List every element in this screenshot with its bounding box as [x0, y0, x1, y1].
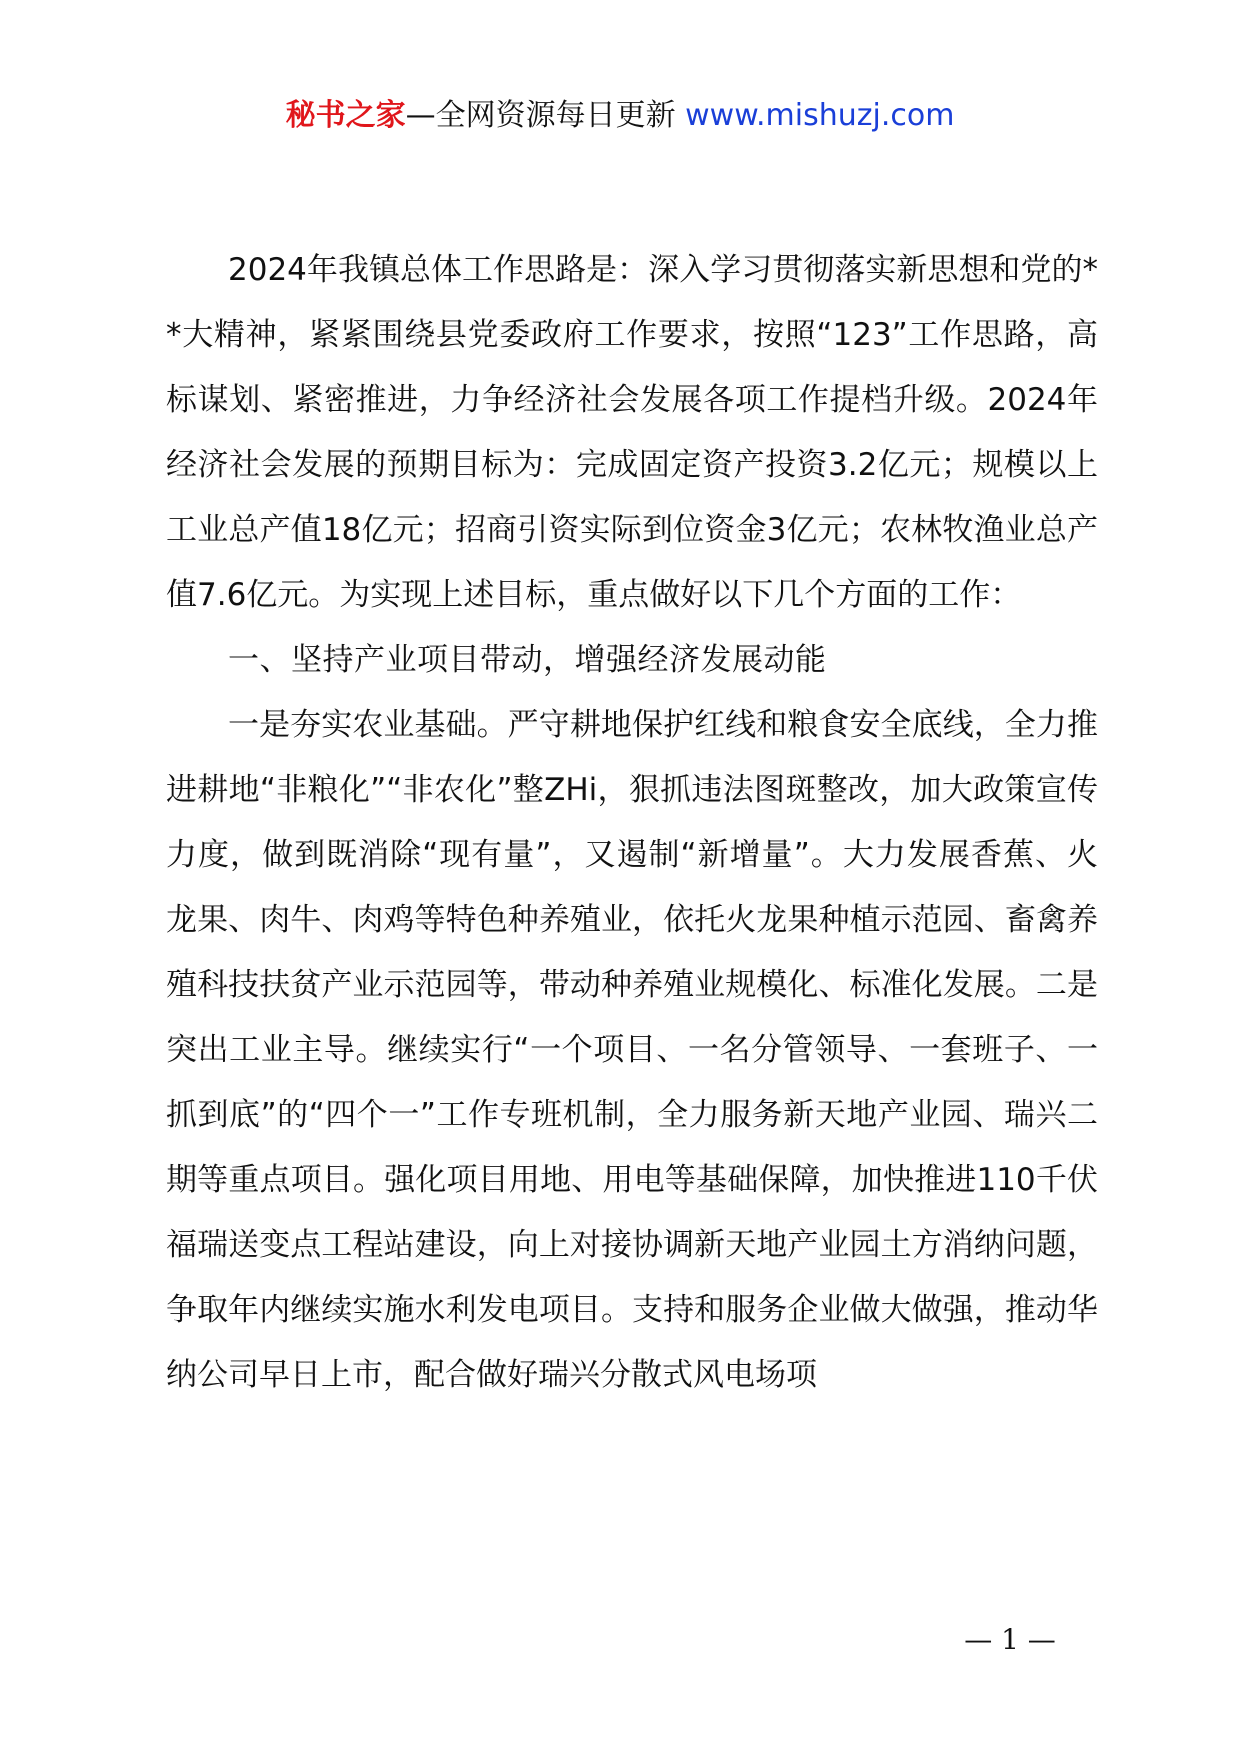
brand-name: 秘书之家: [285, 98, 406, 133]
section-heading: 一、坚持产业项目带动，增强经济发展动能: [228, 642, 827, 678]
body-paragraph: 一是夯实农业基础。严守耕地保护红线和粮食安全底线，全力推进耕地“非粮化”“非农化”整ZHi，狠抓违法图斑整改，加大政策宣传力度，做到既消除“现有量”，又遏制“新增量”。大力发展香蕉、火龙果、肉牛、肉鸡等特色种养殖业，依托火龙果种植示范园、畜禽养殖科技扶贫产业示范园等，带动种养殖业规模化、标准化发展。二是突出工业主导。继续实行“一个项目、一名分管领导、一套班子、一抓到底”的“四个一”工作专班机制，全力服务新天地产业园、瑞兴二期等重点项目。强化项目用地、用电等基础保障，加快推进110千伏福瑞送变点工程站建设，向上对接协调新天地产业园土方消纳问题，争取年内继续实施水利发电项目。支持和服务企业做大做强，推动华纳公司早日上市，配合做好瑞兴分散式风电场项: [166, 707, 1098, 1393]
document-body: [166, 238, 1098, 1408]
page-number: — 1 —: [964, 1623, 1056, 1656]
site-header: [0, 96, 1240, 136]
site-url-link[interactable]: www.mishuzj.com: [685, 98, 955, 133]
intro-paragraph: 2024年我镇总体工作思路是：深入学习贯彻落实新思想和党的**大精神，紧紧围绕县党委政府工作要求，按照“123”工作思路，高标谋划、紧密推进，力争经济社会发展各项工作提档升级。2024年经济社会发展的预期目标为：完成固定资产投资3.2亿元；规模以上工业总产值18亿元；招商引资实际到位资金3亿元；农林牧渔业总产值7.6亿元。为实现上述目标，重点做好以下几个方面的工作：: [166, 252, 1098, 613]
header-tagline: —全网资源每日更新: [405, 98, 686, 133]
